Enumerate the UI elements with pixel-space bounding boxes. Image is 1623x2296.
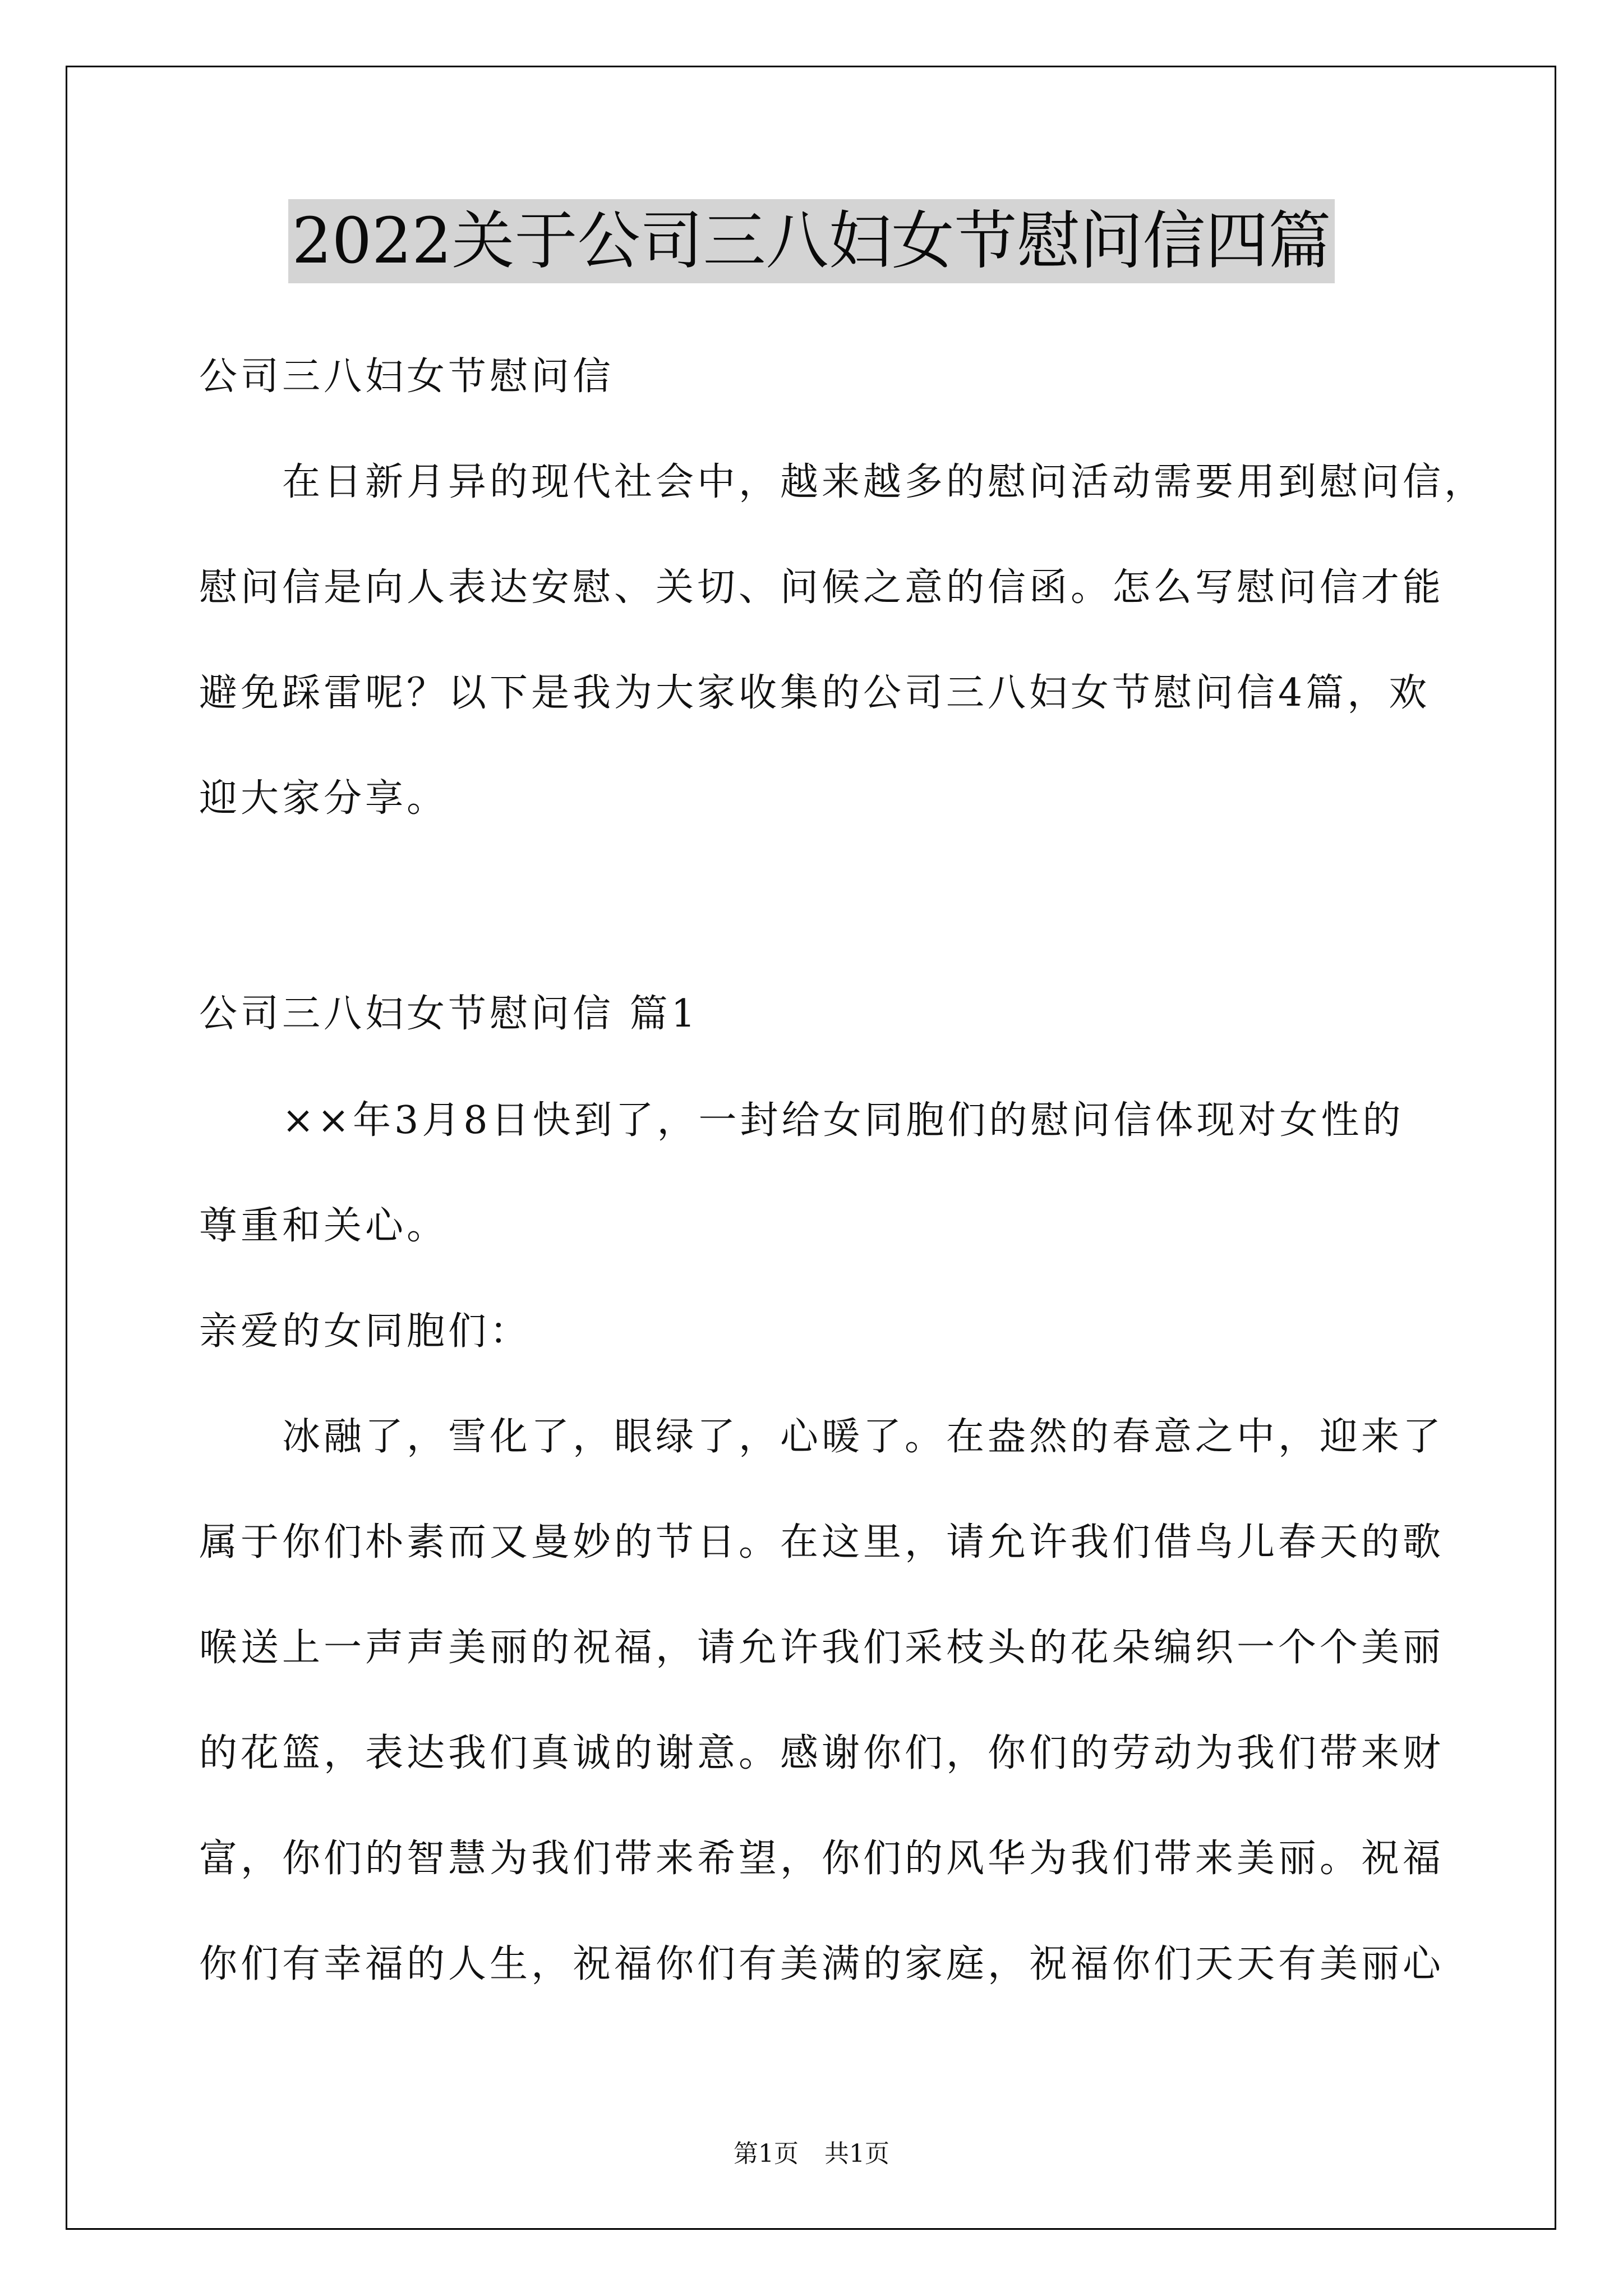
letter-line: 属于你们朴素而又曼妙的节日。在这里，请允许我们借鸟儿春天的歌: [199, 1520, 1445, 1565]
letter-line: 冰融了，雪化了，眼绿了，心暖了。在盎然的春意之中，迎来了: [282, 1415, 1445, 1459]
letter-line: 富，你们的智慧为我们带来希望，你们的风华为我们带来美丽。祝福: [199, 1837, 1445, 1881]
page-total: 共1页: [824, 2139, 889, 2168]
intro-line: 慰问信是向人表达安慰、关切、问候之意的信函。怎么写慰问信才能: [199, 565, 1445, 610]
intro-line: 避免踩雷呢？以下是我为大家收集的公司三八妇女节慰问信4篇，欢: [199, 671, 1431, 715]
salutation: 亲爱的女同胞们：: [199, 1309, 532, 1354]
letter-line: 你们有幸福的人生，祝福你们有美满的家庭，祝福你们天天有美丽心: [199, 1942, 1445, 1986]
lead-line: 尊重和关心。: [199, 1204, 449, 1248]
intro-line: 在日新月异的现代社会中，越来越多的慰问活动需要用到慰问信，: [282, 460, 1486, 504]
letter-line: 喉送上一声声美丽的祝福，请允许我们采枝头的花朵编织一个个美丽: [199, 1626, 1445, 1670]
section-heading: 公司三八妇女节慰问信: [199, 355, 615, 399]
document-title: 2022关于公司三八妇女节慰问信四篇: [288, 199, 1334, 283]
title-container: [0, 199, 1623, 283]
lead-line: ××年3月8日快到了，一封给女同胞们的慰问信体现对女性的: [282, 1098, 1404, 1143]
part-heading: 公司三八妇女节慰问信 篇1: [199, 992, 699, 1036]
page-number: 第1页: [734, 2139, 799, 2168]
intro-line: 迎大家分享。: [199, 776, 449, 821]
letter-line: 的花篮，表达我们真诚的谢意。感谢你们，你们的劳动为我们带来财: [199, 1731, 1445, 1775]
page-footer: [0, 2137, 1623, 2171]
